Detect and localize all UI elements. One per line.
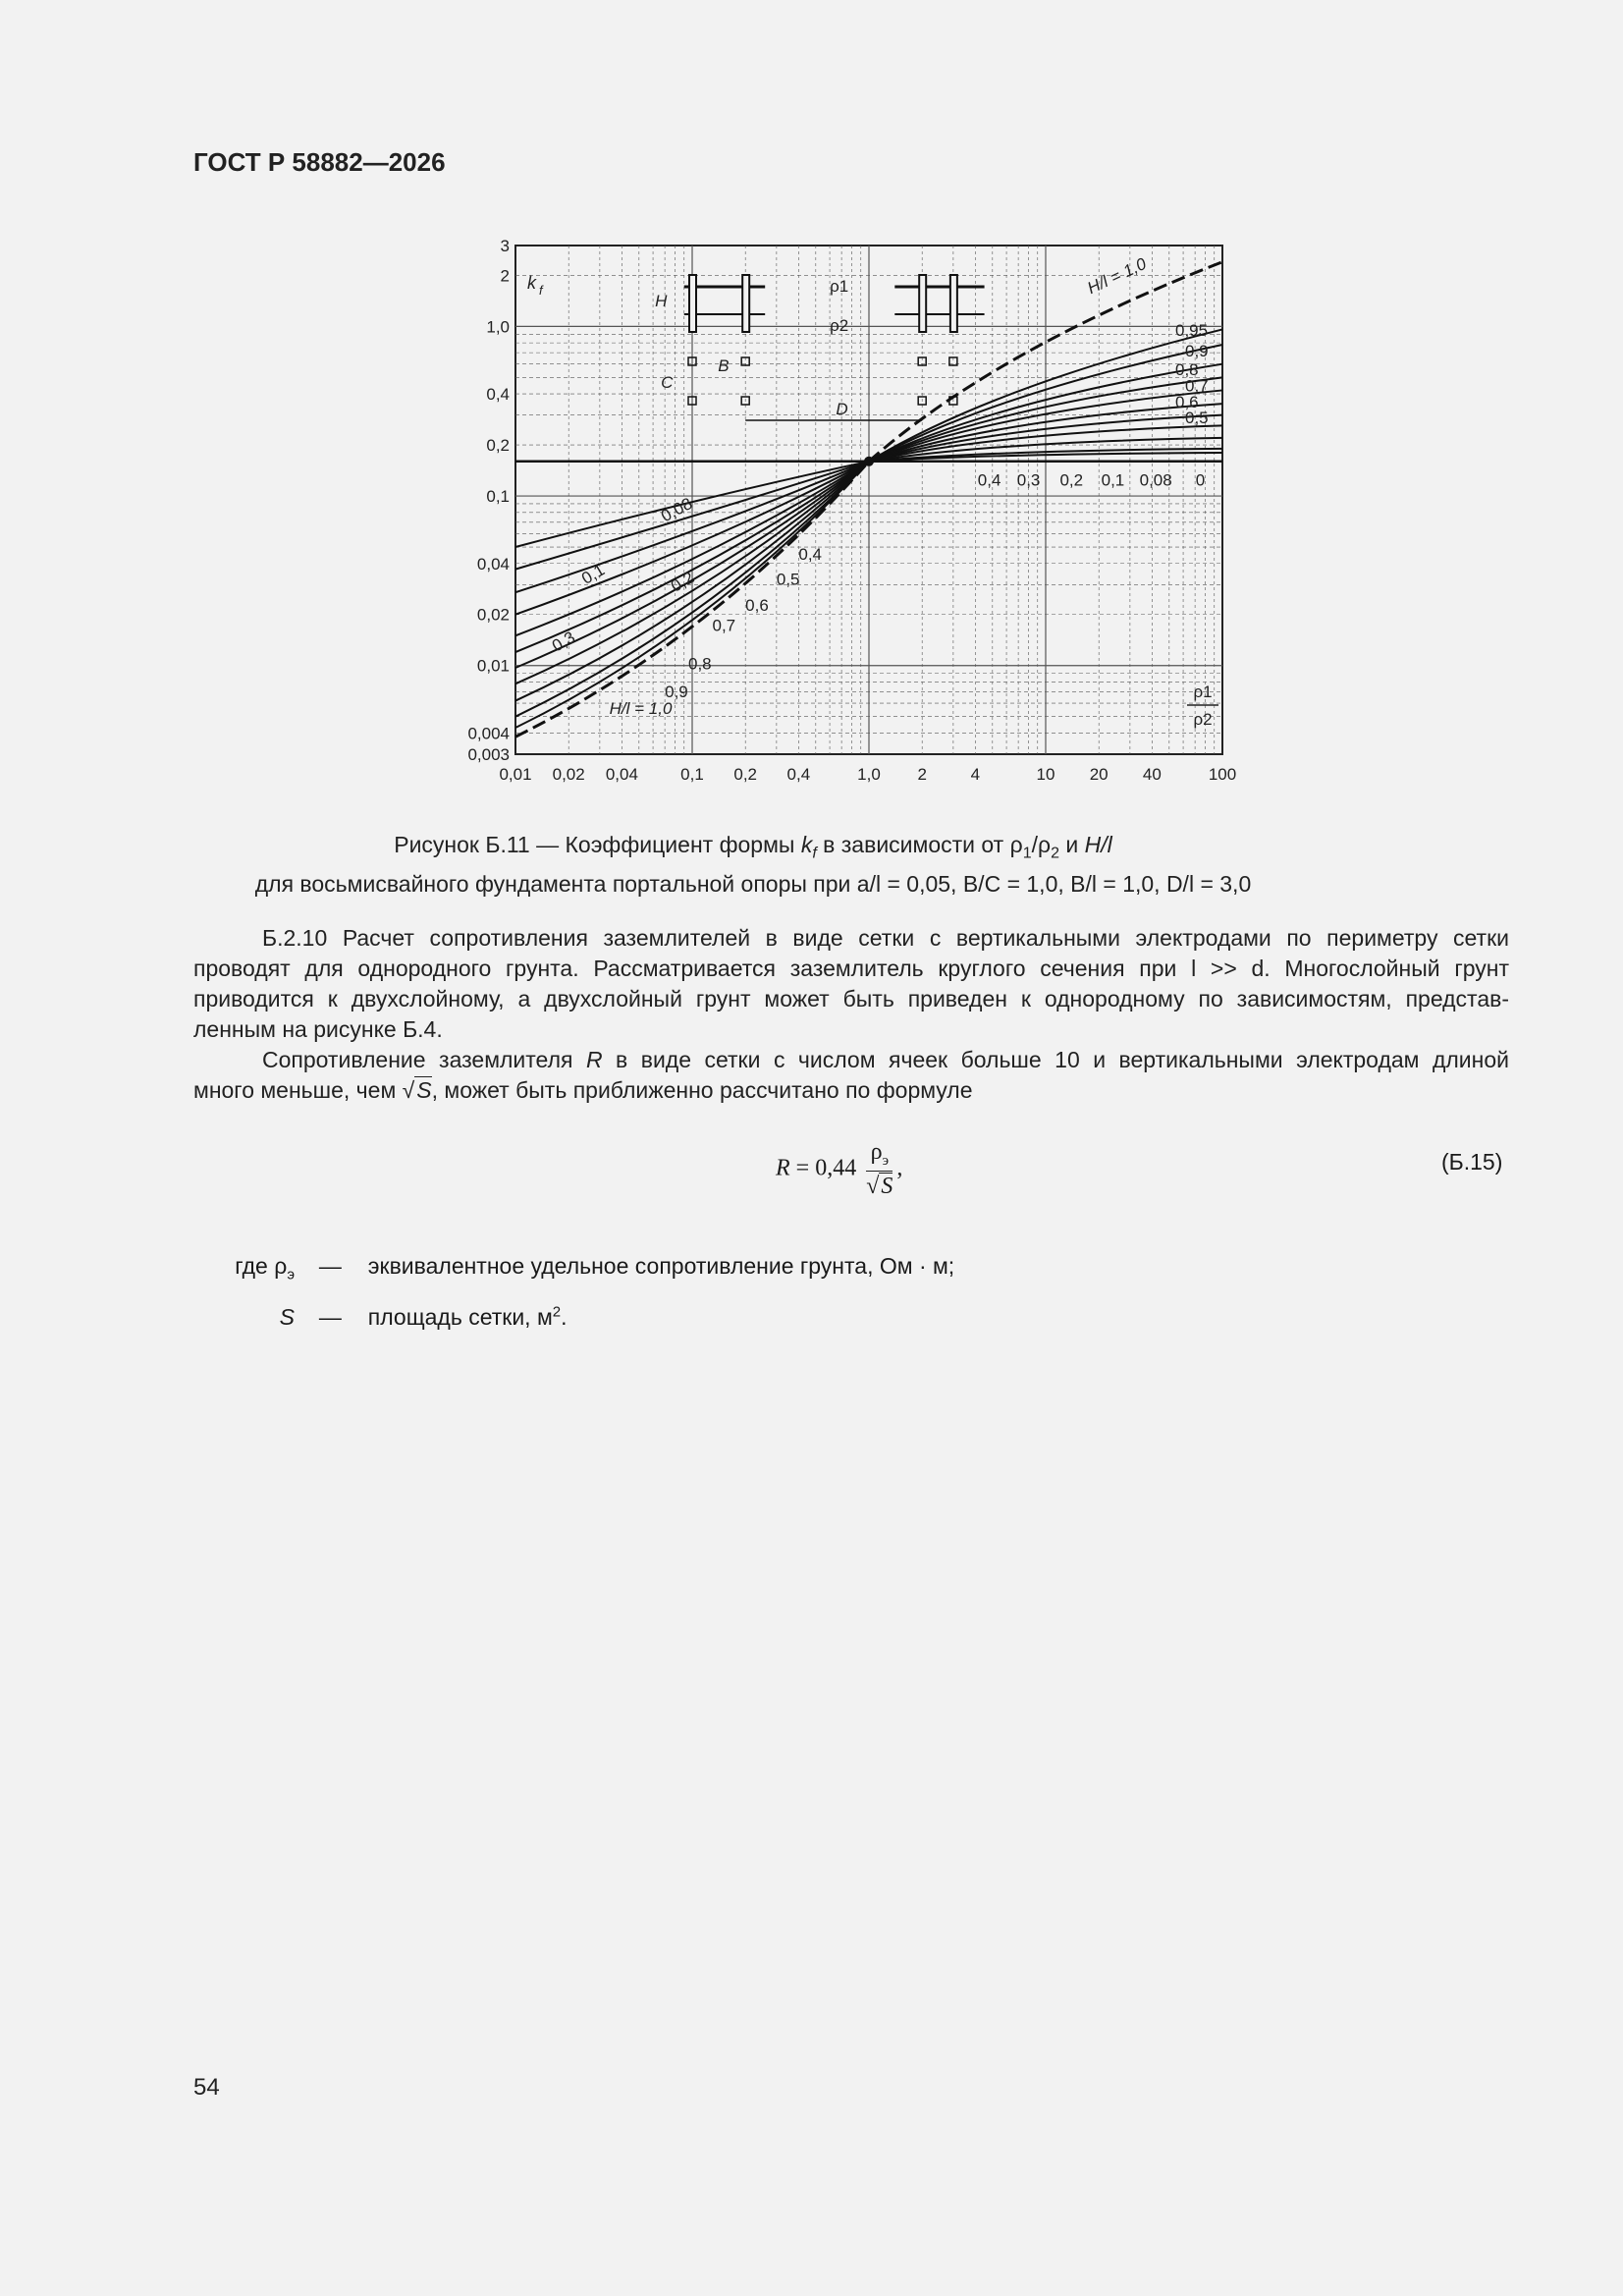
x-tick-label: 1,0 xyxy=(857,765,881,784)
x-tick-label: 0,2 xyxy=(733,765,758,784)
label-upper-curve: 0,95 xyxy=(1175,321,1209,341)
x-tick-label: 2 xyxy=(917,765,927,784)
x-tick-label: 0,02 xyxy=(552,765,585,784)
y-tick-label: 0,01 xyxy=(476,656,510,676)
paragraph-line: ленным на рисунке Б.4. xyxy=(193,1016,443,1042)
page-number: 54 xyxy=(193,2074,220,2101)
sketch-pile xyxy=(950,275,957,332)
label-lower-upper: 0,08 xyxy=(658,494,696,526)
equation-number: (Б.15) xyxy=(1441,1149,1503,1175)
y-tick-label: 1,0 xyxy=(486,317,510,337)
label-lower-right: 0,6 xyxy=(745,596,769,616)
y-tick-label: 3 xyxy=(500,237,510,255)
sketch-label: H xyxy=(655,292,668,310)
y-tick-label: 0,1 xyxy=(486,487,510,507)
x-tick-label: 40 xyxy=(1142,765,1162,784)
paragraph-resistance: Сопротивление заземлителя R в виде сетки с числом ячеек больше 10 и вертикальными электродам длиной много меньше, чем √S, может быть приближенно рассчитано по формуле xyxy=(193,1047,1509,1103)
paragraph-b-2-10 xyxy=(193,923,1509,1045)
sketch-label: B xyxy=(718,356,730,375)
x-tick-label: 0,1 xyxy=(680,765,704,784)
label-lower-right: 0,9 xyxy=(665,683,688,702)
x-tick-label: 20 xyxy=(1089,765,1109,784)
y-tick-label: 0,4 xyxy=(486,385,510,405)
label-lower-upper: 0,2 xyxy=(668,568,698,596)
label-lower-right: 0,8 xyxy=(687,654,712,674)
label-upper-floor: 0,08 xyxy=(1139,470,1172,490)
label-upper-floor: 0,2 xyxy=(1059,470,1084,490)
document-header: ГОСТ Р 58882—2026 xyxy=(193,147,446,177)
sketch-pile xyxy=(919,275,926,332)
label-upper-curve: 0,6 xyxy=(1175,392,1199,411)
sketch-label: ρ2 xyxy=(830,316,849,335)
label-upper-floor: 0 xyxy=(1195,470,1206,490)
where-list xyxy=(204,1247,954,1336)
paragraph-line: Б.2.10 Расчет сопротивления заземлителей в виде сетки с вертикальными электродами по периметру сетки xyxy=(262,925,1509,951)
label-lower-right: 0,4 xyxy=(798,545,823,565)
y-tick-label: 0,04 xyxy=(476,554,510,574)
x-axis-label-num: ρ1 xyxy=(1193,683,1213,701)
label-lower-upper: 0,3 xyxy=(548,628,578,656)
label-upper-curve: 0,8 xyxy=(1175,359,1199,379)
y-axis-label-sub: f xyxy=(539,283,543,298)
label-upper-floor: 0,4 xyxy=(977,470,1001,490)
formula-b15: R = 0,44 $\frac{\rho_э}{√S}$ , xyxy=(776,1139,903,1199)
sketch-pile xyxy=(689,275,696,332)
label-upper-curve: 0,9 xyxy=(1185,342,1209,361)
label-upper-floor: 0,1 xyxy=(1101,470,1125,490)
cross-point xyxy=(864,457,874,466)
x-tick-label: 10 xyxy=(1036,765,1055,784)
foundation-sketch xyxy=(655,275,984,420)
x-tick-label: 100 xyxy=(1208,765,1237,784)
sketch-label: ρ1 xyxy=(830,277,849,296)
label-lower-main: H/l = 1,0 xyxy=(609,698,673,718)
sketch-pile xyxy=(742,275,749,332)
x-tick-label: 0,4 xyxy=(786,765,811,784)
y-tick-label: 0,02 xyxy=(476,605,510,625)
y-axis-label: k xyxy=(527,273,536,293)
label-lower-upper: 0,1 xyxy=(578,560,609,588)
x-tick-label: 4 xyxy=(970,765,981,784)
x-tick-label: 0,04 xyxy=(605,765,638,784)
label-upper-curve: 0,5 xyxy=(1185,409,1209,428)
y-tick-label: 0,2 xyxy=(486,436,510,456)
where-item-rho: где $\rho_э$ — эквивалентное удельное сопротивление грунта, Ом · м; xyxy=(235,1253,955,1284)
sketch-label: D xyxy=(836,400,848,418)
y-tick-label: 0,003 xyxy=(467,745,510,764)
label-lower-right: 0,5 xyxy=(776,570,800,589)
label-lower-right: 0,7 xyxy=(712,616,736,635)
sketch-label: C xyxy=(661,373,674,392)
paragraph-line: приводится к двухслойному, а двухслойный грунт может быть приведен к однородному по зависимостям, представ- xyxy=(193,986,1509,1011)
y-tick-label: 0,004 xyxy=(467,724,510,743)
chart-curve-labels xyxy=(549,254,1209,718)
x-tick-label: 0,01 xyxy=(499,765,532,784)
y-tick-label: 2 xyxy=(500,266,510,286)
label-upper-curve: 0,7 xyxy=(1185,376,1209,396)
figure-caption: Рисунок Б.11 — Коэффициент формы $k_f$ в зависимости от $\rho_1/\rho_2$ и H/l для восьмисвайного фундамента портальной опоры при a/l = 0,05, B/C = 1,0, B/l = 1,0, D/l = 3,0 xyxy=(254,832,1252,897)
shape-coefficient-chart xyxy=(461,226,1267,795)
label-upper-main: H/l = 1,0 xyxy=(1084,253,1150,299)
label-upper-floor: 0,3 xyxy=(1016,470,1041,490)
x-axis-label-den: ρ2 xyxy=(1193,710,1213,729)
where-item-s: S — площадь сетки, $м^2$. xyxy=(279,1303,568,1331)
paragraph-line: проводят для однородного грунта. Рассматривается заземлитель круглого сечения при l >> d. Многослойный грунт xyxy=(193,956,1509,981)
